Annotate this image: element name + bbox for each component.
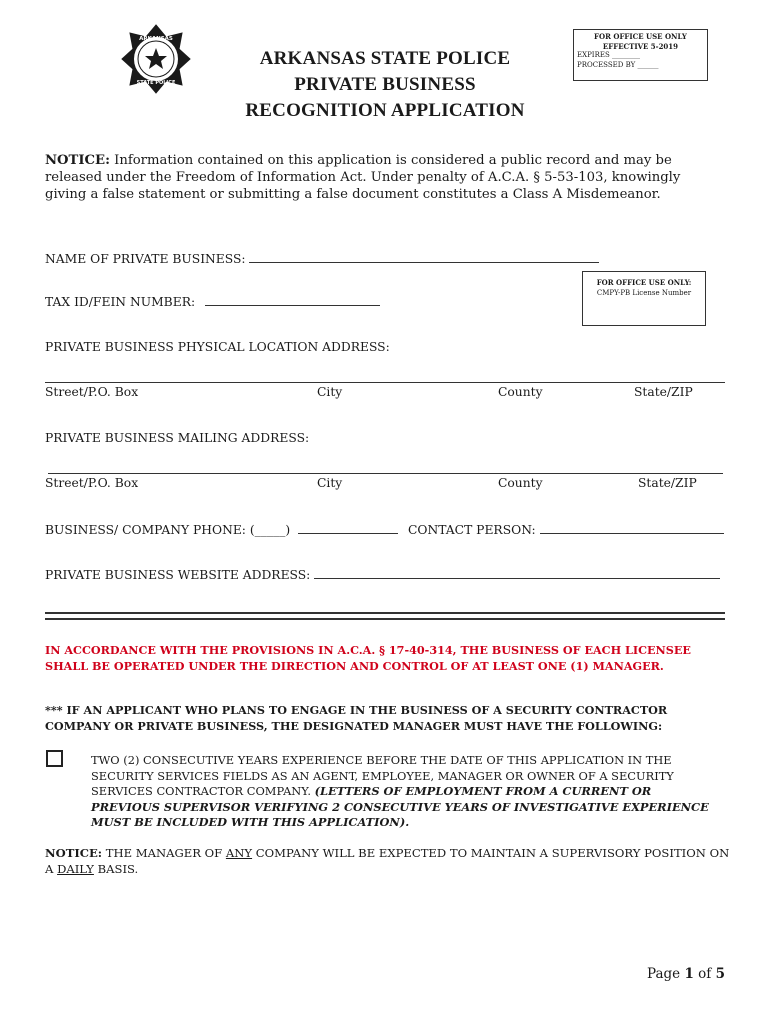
mailing-street-label: Street/P.O. Box xyxy=(45,476,139,490)
mailing-county-label: County xyxy=(498,476,543,490)
business-name-label: NAME OF PRIVATE BUSINESS: xyxy=(45,252,246,266)
seal-text-top: ARKANSAS xyxy=(139,36,173,42)
notice-paragraph xyxy=(45,152,725,203)
provisions-notice: IN ACCORDANCE WITH THE PROVISIONS IN A.C.A. § 17-40-314, THE BUSINESS OF EACH LICENSEE SHALL BE OPERATED UNDER THE DIRECTION AND CONTROL OF AT LEAST ONE (1) MANAGER. xyxy=(45,643,691,673)
physical-address-label: PRIVATE BUSINESS PHYSICAL LOCATION ADDRESS: xyxy=(45,340,390,354)
contact-label: CONTACT PERSON: xyxy=(408,523,536,537)
mailing-address-label: PRIVATE BUSINESS MAILING ADDRESS: xyxy=(45,431,310,445)
website-label: PRIVATE BUSINESS WEBSITE ADDRESS: xyxy=(45,568,311,582)
business-name-field[interactable] xyxy=(249,251,599,263)
mailing-city-label: City xyxy=(317,476,343,490)
website-row xyxy=(45,567,720,583)
office-use-license-label: CMPY-PB License Number xyxy=(596,289,692,297)
contact-row xyxy=(408,522,724,538)
office-use-license-box xyxy=(582,271,706,326)
tax-id-label: TAX ID/FEIN NUMBER: xyxy=(45,295,196,309)
notice-text: Information contained on this application is considered a public record and may be released under the Freedom of Information Act. Under penalty of A.C.A. § 5-53-103, knowingly giving a false statement or submitting a false document constitutes a Class A Misdemeanor. xyxy=(45,153,681,202)
page-of-word: of xyxy=(693,966,716,982)
manager-notice-label: NOTICE: xyxy=(45,846,103,860)
mailing-address-field[interactable] xyxy=(48,473,723,474)
title-line-1: ARKANSAS STATE POLICE xyxy=(259,48,511,69)
mailing-statezip-label: State/ZIP xyxy=(638,476,697,490)
seal-text-bottom: STATE POLICE xyxy=(136,80,176,86)
phone-field[interactable] xyxy=(298,522,398,534)
page-title xyxy=(200,46,570,124)
tax-id-field[interactable] xyxy=(205,294,380,306)
experience-checkbox[interactable] xyxy=(46,750,63,767)
page-total: 5 xyxy=(715,966,725,982)
office-use-box xyxy=(573,29,708,81)
website-field[interactable] xyxy=(314,567,720,579)
page-current: 1 xyxy=(684,966,694,982)
manager-notice-text-a: THE MANAGER OF xyxy=(102,846,226,860)
experience-requirement xyxy=(91,753,721,831)
title-line-2: PRIVATE BUSINESS xyxy=(294,74,476,95)
physical-city-label: City xyxy=(317,385,343,399)
page-number xyxy=(647,966,725,982)
notice-label: NOTICE: xyxy=(45,153,110,168)
manager-notice-text-c: BASIS. xyxy=(93,862,139,876)
page-word: Page xyxy=(647,966,685,982)
experience-requirement-text: TWO (2) CONSECUTIVE YEARS EXPERIENCE BEFORE THE DATE OF THIS APPLICATION IN THE SECURITY SERVICES FIELDS AS AN AGENT, EMPLOYEE, MANAGER OR OWNER OF A SECURITY SERVICES CONTRACTOR COMPANY. xyxy=(91,753,674,798)
title-line-3: RECOGNITION APPLICATION xyxy=(245,100,525,121)
physical-address-field[interactable] xyxy=(45,382,725,383)
office-use-header: FOR OFFICE USE ONLY xyxy=(594,32,687,41)
manager-notice-daily: DAILY xyxy=(57,862,94,876)
applicant-requirements-heading: *** IF AN APPLICANT WHO PLANS TO ENGAGE IN THE BUSINESS OF A SECURITY CONTRACTOR COMPANY OR PRIVATE BUSINESS, THE DESIGNATED MANAGER MUST HAVE THE FOLLOWING: xyxy=(45,703,668,733)
physical-county-label: County xyxy=(498,385,543,399)
physical-street-label: Street/P.O. Box xyxy=(45,385,139,399)
office-use-license-header: FOR OFFICE USE ONLY: xyxy=(596,278,692,287)
tax-id-row xyxy=(45,294,380,310)
section-divider xyxy=(45,612,725,620)
manager-notice-any: ANY xyxy=(225,846,253,860)
phone-label: BUSINESS/ COMPANY PHONE: (_____) xyxy=(45,523,291,537)
office-use-expires: EXPIRES ________ xyxy=(577,51,640,59)
manager-notice xyxy=(45,845,735,877)
manager-notice-text-b: COMPANY WILL BE EXPECTED TO MAINTAIN A SUPERVISORY POSITION ON A xyxy=(45,846,730,876)
physical-statezip-label: State/ZIP xyxy=(634,385,693,399)
contact-field[interactable] xyxy=(540,522,724,534)
business-name-row xyxy=(45,251,599,267)
office-use-effective: EFFECTIVE 5-2019 xyxy=(602,41,679,51)
office-use-processed: PROCESSED BY ______ xyxy=(577,60,659,69)
arkansas-state-police-badge-icon xyxy=(121,24,191,94)
experience-requirement-letters: (LETTERS OF EMPLOYMENT FROM A CURRENT OR PREVIOUS SUPERVISOR VERIFYING 2 CONSECUTIVE YEARS OF INVESTIGATIVE EXPERIENCE MUST BE INCLUDED WITH THIS APPLICATION). xyxy=(91,784,709,829)
phone-row xyxy=(45,522,398,538)
